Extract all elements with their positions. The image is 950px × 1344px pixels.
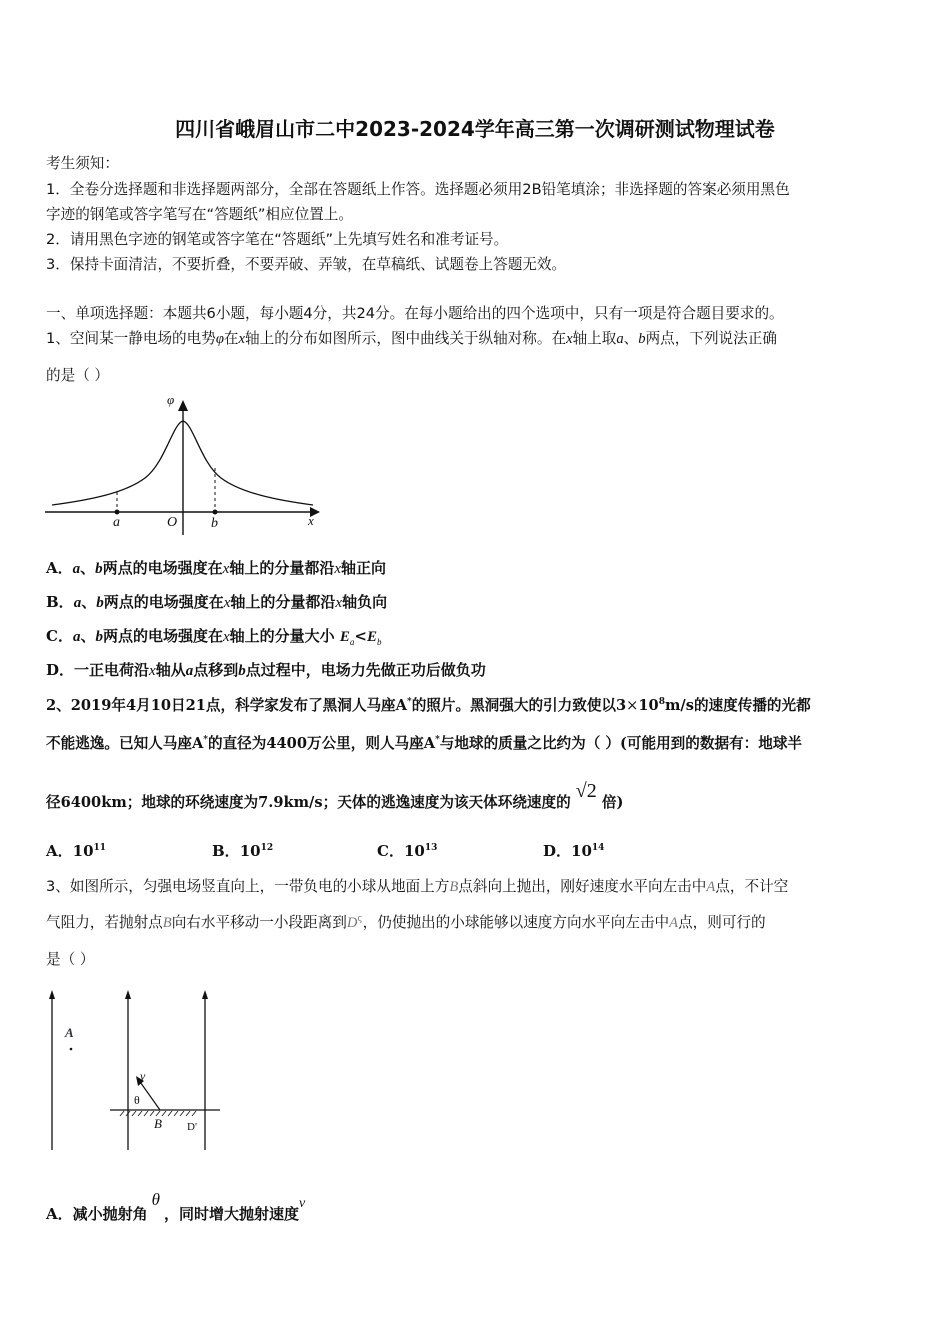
option-text: 两点的电场强度在	[102, 627, 223, 645]
q3-text: 点斜向上抛出，刚好速度水平向左击中	[458, 878, 707, 895]
notice-heading: 考生须知：	[46, 155, 119, 172]
q3-text: 点，不计空	[715, 878, 789, 895]
q1-option-d[interactable]	[46, 659, 486, 680]
point-D-label: D'	[187, 1121, 197, 1133]
q2-option-c[interactable]	[377, 840, 437, 861]
q2-text: 的照片。黑洞强大的引力致使以3	[411, 697, 627, 714]
point-A-symbol: A	[669, 915, 679, 931]
x-symbol: x	[335, 595, 343, 611]
q3-text: 气阻力，若抛射点	[46, 914, 163, 931]
q2-stem-line1	[46, 694, 811, 715]
a-symbol: a	[185, 663, 194, 679]
q2-text: 倍)	[601, 794, 624, 811]
option-text: ，同时增大抛射速度	[164, 1205, 300, 1223]
option-text: 轴从	[155, 661, 186, 679]
q2-text: 10	[638, 697, 659, 714]
point-A-symbol: A	[706, 879, 716, 895]
star-superscript: *	[406, 697, 412, 708]
phi-symbol: φ	[215, 331, 224, 347]
x-axis-label: x	[308, 513, 314, 528]
a-symbol: a	[73, 595, 82, 611]
a-symbol: a	[72, 561, 81, 577]
option-text: 轴负向	[342, 593, 388, 611]
option-text: 两点的电场强度在	[102, 559, 223, 577]
origin-label: O	[167, 515, 178, 530]
q3-stem-line2	[46, 911, 766, 932]
q3-text: 向右水平移动一小段距离到	[171, 914, 347, 931]
q2-text: 的直径为4400万公里，则人马座A	[207, 735, 436, 752]
x-symbol: x	[222, 561, 230, 577]
q3-electric-field-diagram	[40, 985, 240, 1155]
q1-option-a[interactable]	[46, 557, 386, 578]
option-label: A．	[46, 842, 73, 860]
option-exponent: 12	[260, 843, 274, 853]
option-text: 轴上的分量都沿	[230, 593, 336, 611]
sep: 、	[80, 627, 96, 645]
page-title: 四川省峨眉山市二中2023-2024学年高三第一次调研测试物理试卷	[175, 117, 775, 141]
q1-text: 两点，下列说法正确	[645, 330, 777, 347]
option-exponent: 11	[93, 843, 107, 853]
q2-option-a[interactable]	[46, 840, 106, 861]
option-text: 一正电荷沿	[74, 661, 150, 679]
option-text: 轴上的分量大小	[229, 627, 335, 645]
point-a-label: a	[113, 515, 120, 530]
option-exponent: 13	[424, 843, 438, 853]
q1-stem-line1	[46, 327, 777, 348]
q1-potential-graph	[40, 385, 340, 545]
option-text: 点移到	[193, 661, 239, 679]
q1-text: 、	[623, 330, 639, 347]
velocity-label: v	[140, 1069, 146, 1083]
option-base: 10	[403, 842, 425, 860]
sep: 、	[80, 559, 96, 577]
q2-text: 与地球的质量之比约为（ ）(可能用到的数据有：地球半	[439, 735, 803, 752]
option-label: D．	[543, 842, 572, 860]
point-b-label: b	[211, 516, 218, 531]
q1-option-b[interactable]	[46, 591, 387, 612]
v-symbol: v	[299, 1196, 306, 1211]
point-B-symbol: B	[162, 915, 172, 931]
notice-item-1-cont: 字迹的钢笔或答字笔写在“答题纸”相应位置上。	[46, 206, 353, 223]
b-symbol: b	[95, 629, 103, 645]
option-text: 轴正向	[341, 559, 387, 577]
q2-stem-line3	[46, 780, 624, 813]
q2-text: m/s的速度传播的光都	[664, 697, 811, 714]
sep: 、	[81, 593, 97, 611]
q2-text: 不能逃逸。已知人马座A	[46, 735, 204, 752]
exponent: 8	[658, 697, 665, 708]
q1-text: 轴上取	[572, 330, 617, 347]
q2-option-b[interactable]	[212, 840, 273, 861]
q2-stem-line2	[46, 732, 802, 753]
q1-text: 在	[223, 330, 239, 347]
x-symbol: x	[566, 331, 573, 347]
q1-text: 1、空间某一静电场的电势	[46, 330, 216, 347]
q3-text: 点，则可行的	[678, 914, 766, 931]
q2-text: 2、2019年4月10日21点，科学家发布了黑洞人马座A	[46, 697, 407, 714]
option-label: B．	[212, 842, 240, 860]
option-label: C．	[377, 842, 404, 860]
a-symbol: a	[72, 629, 81, 645]
b-symbol: b	[96, 595, 104, 611]
less-than: <	[354, 627, 367, 645]
option-base: 10	[239, 842, 261, 860]
option-base: 10	[72, 842, 94, 860]
times-symbol: ×	[626, 697, 639, 714]
notice-item-3: 3．保持卡面清洁，不要折叠，不要弄破、弄皱，在草稿纸、试题卷上答题无效。	[46, 256, 567, 273]
Ea-symbol: E	[339, 629, 350, 645]
x-symbol: x	[238, 331, 245, 347]
point-D-symbol: D	[346, 915, 358, 931]
q2-option-d[interactable]	[543, 840, 604, 861]
angle-label: θ	[134, 1093, 140, 1107]
option-text: 点过程中，电场力先做正功后做负功	[245, 661, 486, 679]
option-label: D．	[46, 661, 75, 679]
x-symbol: x	[222, 629, 230, 645]
x-symbol: x	[223, 595, 231, 611]
point-B-label: B	[154, 1116, 162, 1131]
option-label: C．	[46, 627, 73, 645]
Eb-symbol: E	[367, 629, 378, 645]
option-label: A．	[46, 559, 73, 577]
notice-item-1: 1．全卷分选择题和非选择题两部分，全部在答题纸上作答。选择题必须用2B铅笔填涂；非选择题的答案必须用黑色	[46, 181, 790, 198]
q3-option-a[interactable]	[46, 1190, 306, 1224]
y-axis-label: φ	[167, 392, 175, 407]
prime-symbol: ς	[357, 914, 363, 925]
star-superscript: *	[203, 735, 208, 746]
q3-text: 3、如图所示，匀强电场竖直向上，一带负电的小球从地面上方	[46, 878, 450, 895]
option-text: 轴上的分量都沿	[229, 559, 335, 577]
b-symbol: b	[238, 663, 246, 679]
option-label: A．	[46, 1205, 73, 1223]
option-text: 两点的电场强度在	[103, 593, 224, 611]
a-symbol: a	[616, 331, 624, 347]
b-symbol: b	[95, 561, 103, 577]
option-exponent: 14	[591, 843, 605, 853]
point-B-symbol: B	[449, 879, 459, 895]
notice-item-2: 2．请用黑色字迹的钢笔或答字笔在“答题纸”上先填写姓名和准考证号。	[46, 231, 509, 248]
q1-text: 轴上的分布如图所示，图中曲线关于纵轴对称。在	[245, 330, 567, 347]
x-symbol: x	[334, 561, 342, 577]
subscript-b: b	[377, 637, 382, 647]
q3-stem-line3: 是（ ）	[46, 951, 95, 968]
q2-text: 径6400km；地球的环绕速度为7.9km/s；天体的逃逸速度为该天体环绕速度的	[46, 794, 571, 811]
subscript-a: a	[349, 637, 355, 647]
q1-stem-line2: 的是（ ）	[46, 367, 110, 384]
section-heading: 一、单项选择题：本题共6小题，每小题4分，共24分。在每小题给出的四个选项中，只有一项是符合题目要求的。	[46, 305, 784, 322]
x-symbol: x	[149, 663, 156, 679]
q1-option-c[interactable]	[46, 625, 382, 646]
q3-stem-line1	[46, 875, 788, 896]
theta-symbol: θ	[151, 1190, 161, 1209]
option-text: 减小抛射角	[72, 1205, 148, 1223]
b-symbol: b	[638, 331, 646, 347]
star-superscript: *	[435, 735, 440, 746]
option-label: B．	[46, 593, 74, 611]
sqrt2-formula: √2	[575, 780, 597, 802]
option-base: 10	[571, 842, 592, 860]
q3-text: ，仍使抛出的小球能够以速度方向水平向左击中	[362, 914, 670, 931]
point-A-label: A	[65, 1025, 74, 1040]
